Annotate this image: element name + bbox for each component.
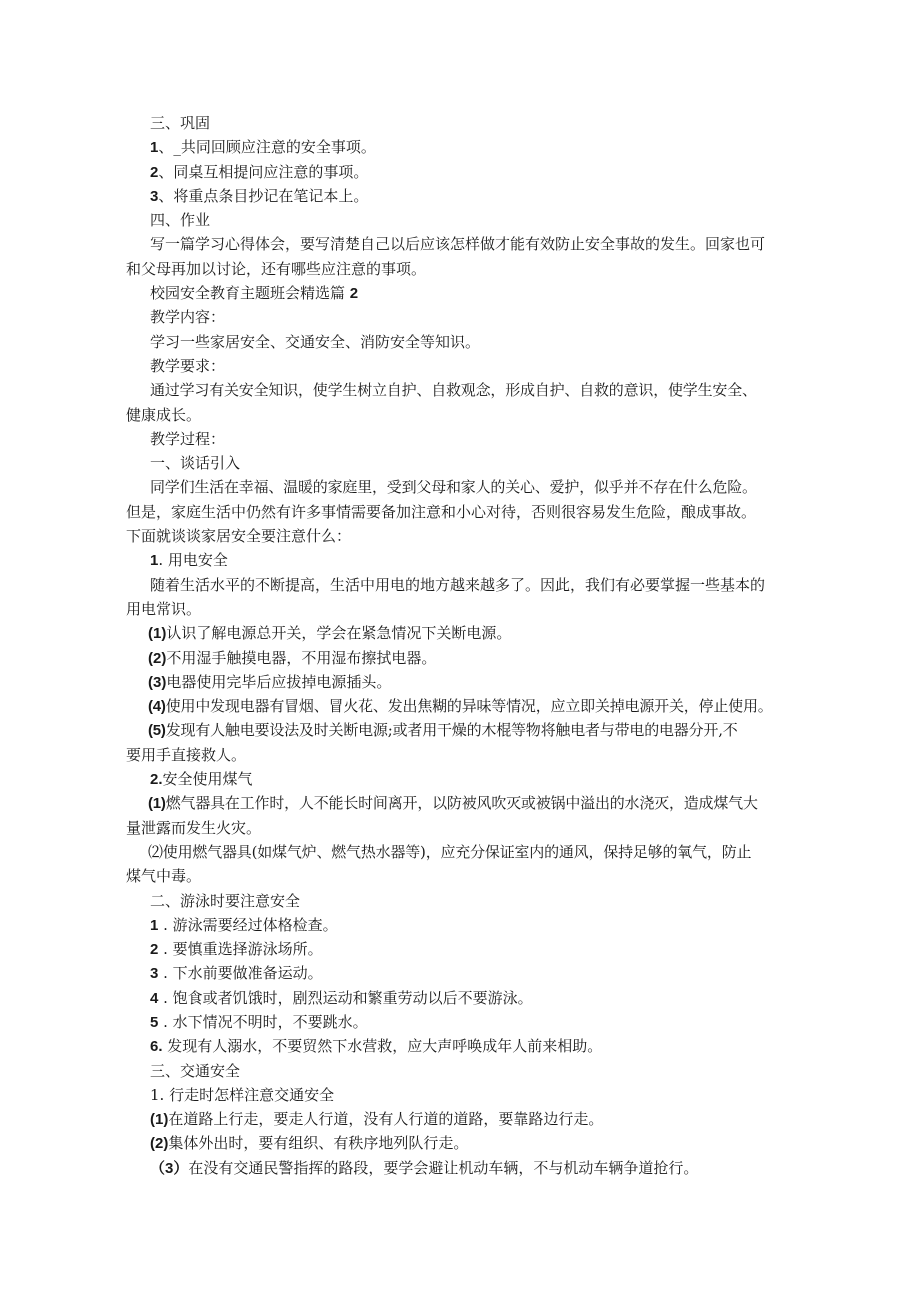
- list-item: 3、将重点条目抄记在笔记本上。: [150, 186, 369, 205]
- section-heading: 教学要求：: [150, 356, 226, 375]
- list-item: （3）在没有交通民警指挥的路段，要学会避让机动车辆，不与机动车辆争道抢行。: [150, 1158, 699, 1177]
- list-item: (1)在道路上行走，要走人行道，没有人行道的道路，要靠路边行走。: [150, 1110, 604, 1129]
- section-heading: 三、巩固: [150, 114, 211, 132]
- paragraph-line: 健康成长。: [126, 405, 202, 424]
- list-item: (4)使用中发现电器有冒烟、冒火花、发出焦糊的异味等情况，应立即关掉电源开关，停止使用。: [148, 697, 773, 716]
- paragraph-line: 量泄露而发生火灾。: [126, 818, 262, 837]
- list-item: (2)集体外出时，要有组织、有秩序地列队行走。: [150, 1134, 469, 1153]
- document-page: [126, 111, 794, 1180]
- paragraph-line: 同学们生活在幸福、温暖的家庭里，受到父母和家人的关心、爱护，似乎并不存在什么危险。: [150, 478, 757, 497]
- section-heading: 三、交通安全: [150, 1061, 241, 1080]
- paragraph-line: 要用手直接救人。: [126, 745, 247, 764]
- list-item: 3 . 下水前要做准备运动。: [150, 964, 323, 983]
- list-item: 6. 发现有人溺水，不要贸然下水营救，应大声呼唤成年人前来相助。: [150, 1037, 603, 1056]
- list-item: ⑵使用燃气器具(如煤气炉、燃气热水器等)，应充分保证室内的通风，保持足够的氧气，防止: [148, 842, 752, 861]
- list-item: (2)不用湿手触摸电器，不用湿布擦拭电器。: [148, 648, 437, 667]
- list-item: 1 . 游泳需要经过体格检查。: [150, 915, 338, 934]
- list-item: (1)认识了解电源总开关，学会在紧急情况下关断电源。: [148, 624, 512, 643]
- section-heading: 一、谈话引入: [150, 454, 241, 473]
- list-item: (5)发现有人触电要设法及时关断电源;或者用干燥的木棍等物将触电者与带电的电器分开,不: [148, 721, 738, 740]
- paragraph-line: 通过学习有关安全知识，使学生树立自护、自救观念，形成自护、自救的意识，使学生安全、: [150, 381, 757, 400]
- subsection-heading: 1. 行走时怎样注意交通安全: [150, 1085, 335, 1104]
- article-title: 校园安全教育主题班会精选篇 2: [150, 284, 359, 303]
- paragraph-line: 写一篇学习心得体会，要写清楚自己以后应该怎样做才能有效防止安全事故的发生。回家也可: [150, 235, 766, 254]
- list-item: (1)燃气器具在工作时，人不能长时间离开，以防被风吹灭或被锅中溢出的水浇灭，造成煤气大: [148, 794, 758, 813]
- list-item: 2 . 要慎重选择游泳场所。: [150, 940, 323, 959]
- paragraph-line: 和父母再加以讨论，还有哪些应注意的事项。: [126, 259, 427, 278]
- paragraph-line: 但是，家庭生活中仍然有许多事情需要备加注意和小心对待，否则很容易发生危险，酿成事故。: [126, 502, 757, 521]
- section-heading: 四、作业: [150, 211, 211, 230]
- section-heading: 二、游泳时要注意安全: [150, 891, 301, 910]
- list-item: 2、同桌互相提问应注意的事项。: [150, 162, 369, 181]
- paragraph-line: 随着生活水平的不断提高，生活中用电的地方越来越多了。因此，我们有必要掌握一些基本的: [150, 575, 766, 594]
- list-item: (3)电器使用完毕后应拔掉电源插头。: [148, 672, 392, 691]
- paragraph-line: 煤气中毒。: [126, 867, 202, 886]
- paragraph-line: 学习一些家居安全、交通安全、消防安全等知识。: [150, 332, 481, 351]
- list-item: 5 . 水下情况不明时，不要跳水。: [150, 1012, 368, 1031]
- section-heading: 教学过程：: [150, 429, 226, 448]
- section-heading: 教学内容：: [150, 308, 226, 327]
- subsection-heading: 2.安全使用煤气: [150, 770, 253, 789]
- subsection-heading: 1. 用电安全: [150, 551, 228, 570]
- paragraph-line: 下面就谈谈家居安全要注意什么：: [126, 527, 352, 546]
- paragraph-line: 用电常识。: [126, 599, 202, 618]
- list-item: 1、_共同回顾应注意的安全事项。: [150, 138, 376, 157]
- list-item: 4 . 饱食或者饥饿时，剧烈运动和繁重劳动以后不要游泳。: [150, 988, 533, 1007]
